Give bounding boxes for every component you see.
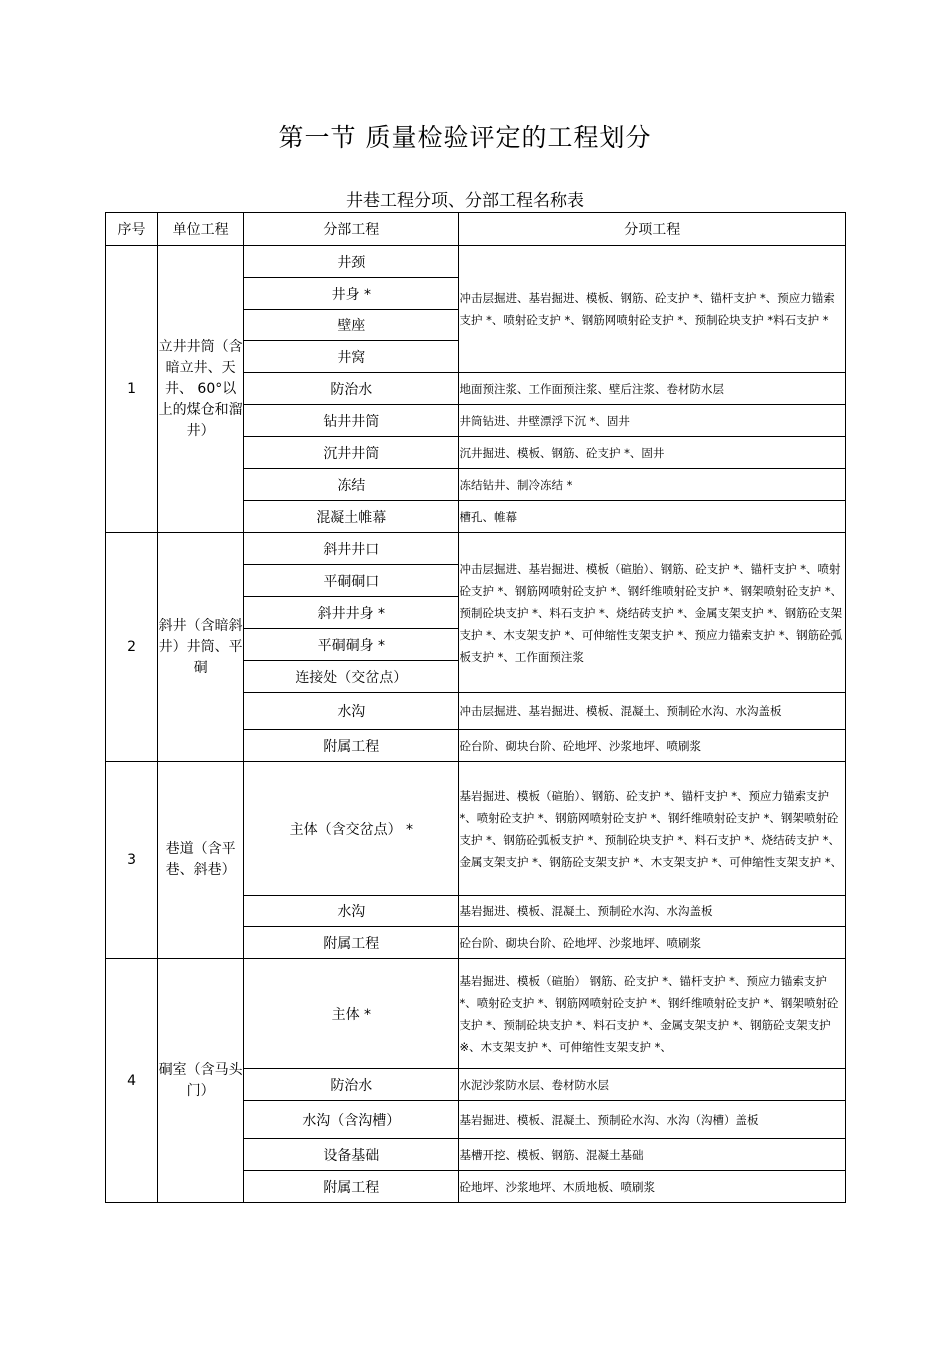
- unit-project: 巷道（含平巷、斜巷）: [158, 762, 244, 959]
- item-cell: 基岩掘进、模板、混凝土、预制砼水沟、水沟盖板: [459, 896, 846, 927]
- item-cell: 基岩掘进、模板、混凝土、预制砼水沟、水沟（沟槽）盖板: [459, 1101, 846, 1139]
- item-cell: 砼台阶、砌块台阶、砼地坪、沙浆地坪、喷刷浆: [459, 730, 846, 762]
- division-cell: 钻井井筒: [244, 405, 459, 437]
- division-cell: 井颈: [244, 246, 459, 278]
- table-row: [106, 959, 846, 1069]
- division-cell: 平硐硐口: [244, 565, 459, 597]
- division-cell: 井窝: [244, 341, 459, 373]
- table-caption: 井巷工程分项、分部工程名称表: [346, 191, 584, 211]
- header-no: 序号: [106, 213, 158, 246]
- unit-project: 硐室（含马头门）: [158, 959, 244, 1203]
- division-cell: 连接处（交岔点）: [244, 661, 459, 693]
- item-cell: 基岩掘进、模板（碹胎） 钢筋、砼支护 *、锚杆支护 *、预应力锚索支护 *、喷射砼支护 *、钢筋网喷射砼支护 *、钢纤维喷射砼支护 *、钢架喷射砼支护 *、预制砼块支护 *、料石支护 *、金属支架支护 *、钢筋砼支架支护※、木支架支护 *、可伸缩性支架支护 *、: [459, 959, 846, 1069]
- header-unit: 单位工程: [158, 213, 244, 246]
- header-division: 分部工程: [244, 213, 459, 246]
- group-number: 4: [106, 959, 158, 1203]
- division-cell: 防治水: [244, 1069, 459, 1101]
- division-cell: 水沟（含沟槽）: [244, 1101, 459, 1139]
- unit-project: 立井井筒（含暗立井、天井、 60°以上的煤仓和溜井）: [158, 246, 244, 533]
- division-cell: 防治水: [244, 373, 459, 405]
- item-cell: 井筒钻进、井壁漂浮下沉 *、固井: [459, 405, 846, 437]
- item-cell: 冲击层掘进、基岩掘进、模板、钢筋、砼支护 *、锚杆支护 *、预应力锚索支护 *、喷射砼支护 *、钢筋网喷射砼支护 *、预制砼块支护 *料石支护 *: [459, 246, 846, 373]
- division-cell: 平硐硐身 *: [244, 629, 459, 661]
- group-number: 3: [106, 762, 158, 959]
- division-cell: 冻结: [244, 469, 459, 501]
- item-cell: 冻结钻井、制冷冻结 *: [459, 469, 846, 501]
- table-row: [106, 246, 846, 278]
- division-cell: 设备基础: [244, 1139, 459, 1171]
- engineering-division-table: [105, 212, 846, 1203]
- item-cell: 冲击层掘进、基岩掘进、模板（碹胎）、钢筋、砼支护 *、锚杆支护 *、喷射砼支护 *、钢筋网喷射砼支护 *、钢纤维喷射砼支护 *、钢架喷射砼支护 *、预制砼块支护 *、料石支护 *、烧结砖支护 *、金属支架支护 *、钢筋砼支架支护 *、木支架支护 *、可伸缩性支架支护 *、预应力锚索支护 *、钢筋砼弧板支护 *、工作面预注浆: [459, 533, 846, 693]
- table-row: [106, 762, 846, 896]
- division-cell: 附属工程: [244, 1171, 459, 1203]
- item-cell: 沉井掘进、模板、钢筋、砼支护 *、固井: [459, 437, 846, 469]
- group-number: 1: [106, 246, 158, 533]
- item-cell: 槽孔、帷幕: [459, 501, 846, 533]
- item-cell: 砼地坪、沙浆地坪、木质地板、喷刷浆: [459, 1171, 846, 1203]
- division-cell: 壁座: [244, 310, 459, 341]
- item-cell: 地面预注浆、工作面预注浆、壁后注浆、卷材防水层: [459, 373, 846, 405]
- item-cell: 冲击层掘进、基岩掘进、模板、混凝土、预制砼水沟、水沟盖板: [459, 693, 846, 730]
- header-item: 分项工程: [459, 213, 846, 246]
- division-cell: 斜井井口: [244, 533, 459, 565]
- item-cell: 基槽开挖、模板、钢筋、混凝土基础: [459, 1139, 846, 1171]
- division-cell: 混凝土帷幕: [244, 501, 459, 533]
- division-cell: 沉井井筒: [244, 437, 459, 469]
- division-cell: 附属工程: [244, 730, 459, 762]
- division-cell: 附属工程: [244, 927, 459, 959]
- division-cell: 水沟: [244, 896, 459, 927]
- item-cell: 基岩掘进、模板（碹胎）、钢筋、砼支护 *、锚杆支护 *、预应力锚索支护 *、喷射砼支护 *、钢筋网喷射砼支护 *、钢纤维喷射砼支护 *、钢架喷射砼支护 *、钢筋砼弧板支护 *、预制砼块支护 *、料石支护 *、烧结砖支护 *、金属支架支护 *、钢筋砼支架支护 *、木支架支护 *、可伸缩性支架支护 *、: [459, 762, 846, 896]
- group-number: 2: [106, 533, 158, 762]
- page-title: 第一节 质量检验评定的工程划分: [278, 123, 652, 152]
- table-row: [106, 533, 846, 565]
- item-cell: 砼台阶、砌块台阶、砼地坪、沙浆地坪、喷刷浆: [459, 927, 846, 959]
- division-cell: 斜井井身 *: [244, 597, 459, 629]
- division-cell: 水沟: [244, 693, 459, 730]
- division-cell: 主体（含交岔点） *: [244, 762, 459, 896]
- item-cell: 水泥沙浆防水层、卷材防水层: [459, 1069, 846, 1101]
- unit-project: 斜井（含暗斜井）井筒、平硐: [158, 533, 244, 762]
- division-cell: 主体 *: [244, 959, 459, 1069]
- table-header-row: [106, 213, 846, 246]
- division-cell: 井身 *: [244, 278, 459, 310]
